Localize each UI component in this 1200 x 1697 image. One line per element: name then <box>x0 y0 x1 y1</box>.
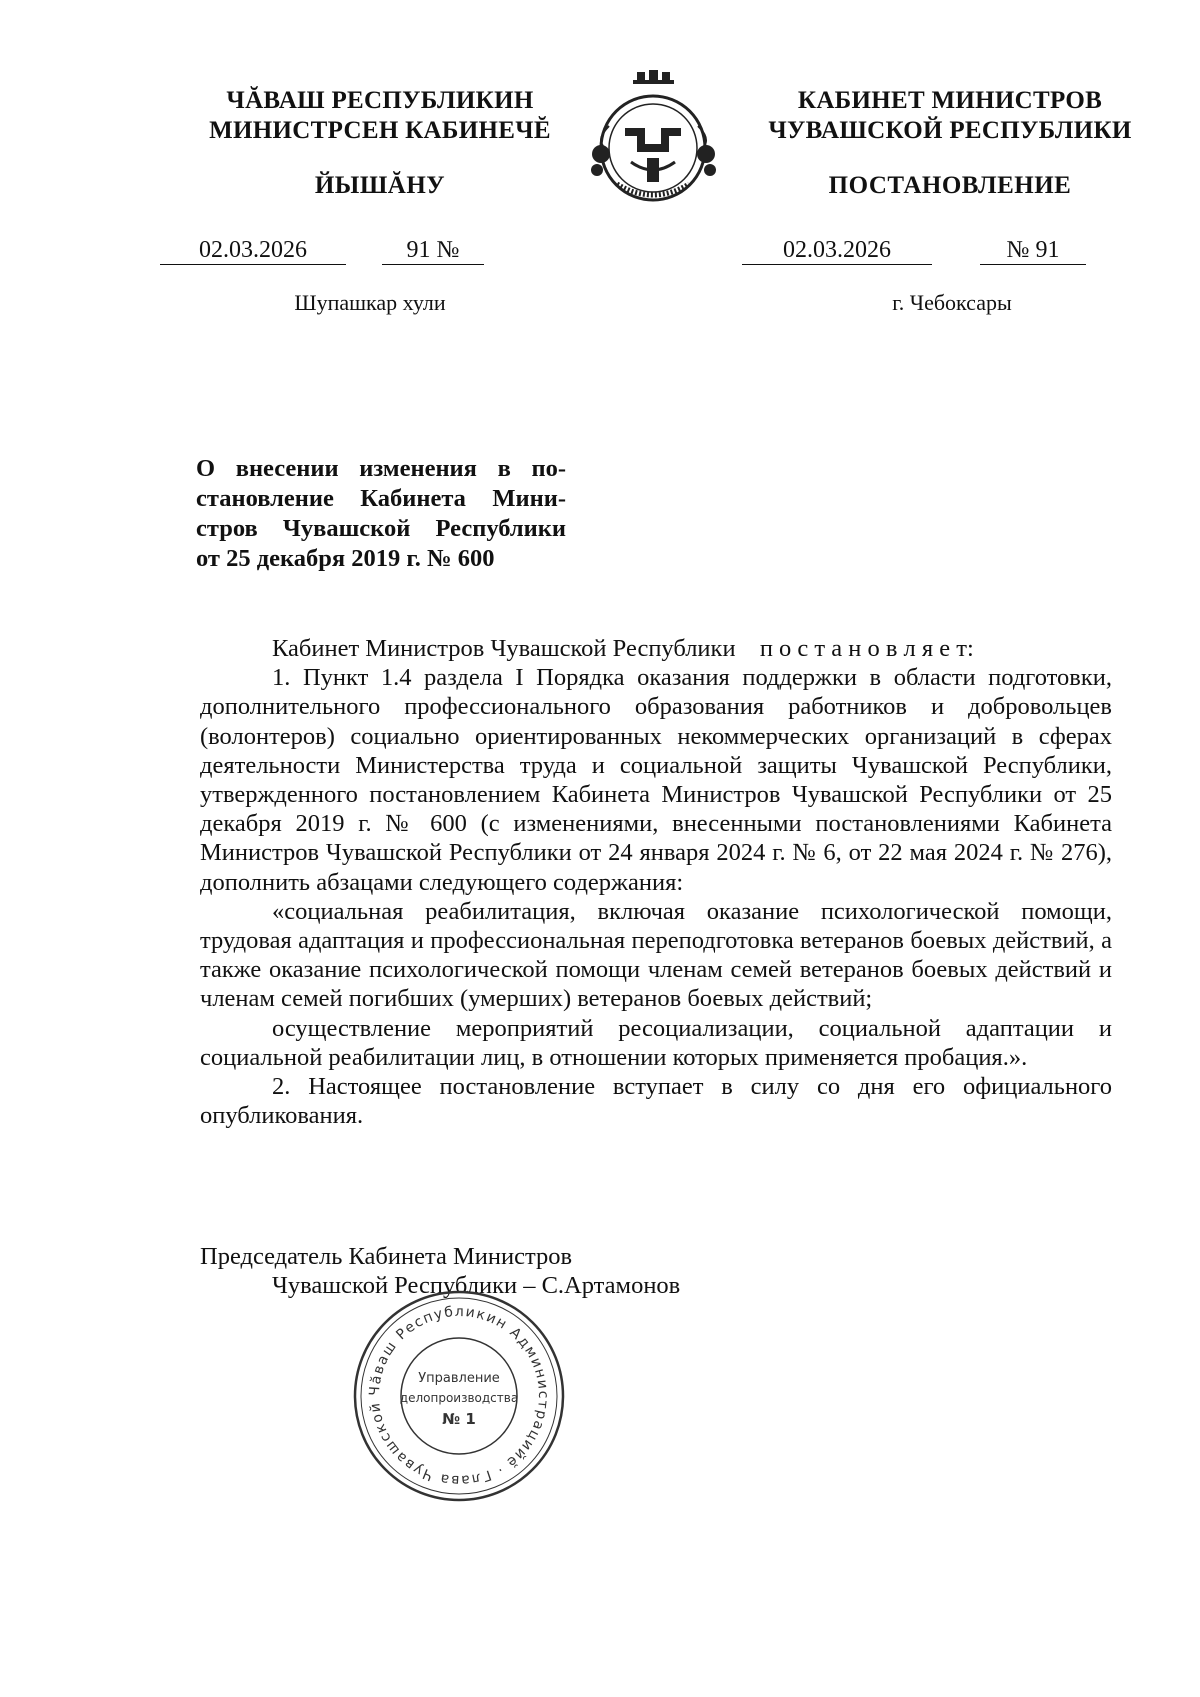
header-left-doc-type: ЙЫШĂНУ <box>314 172 446 199</box>
title-line2: становление Кабинета Мини- <box>196 485 566 512</box>
coat-of-arms-emblem <box>587 66 720 204</box>
intro-text: Кабинет Министров Чувашской Республики <box>272 635 736 662</box>
title-line3: стров Чувашской Республики <box>196 515 566 542</box>
place-chuvash: Шупашкар хули <box>294 290 446 315</box>
title-line4: от 25 декабря 2019 г. № 600 <box>196 545 495 572</box>
official-stamp <box>350 1286 568 1506</box>
signatory-name: – С.Артамонов <box>523 1272 681 1299</box>
left-date-line <box>160 236 484 265</box>
right-number: № 91 <box>980 236 1086 265</box>
intro-verb: п о с т а н о в л я е т: <box>759 635 974 662</box>
right-date: 02.03.2026 <box>742 236 932 265</box>
stamp-center-line3: № 1 <box>442 1410 476 1428</box>
stamp-ring-text: Чăваш Республикин Администрацийĕ · Глава Чувашской <box>366 1303 552 1489</box>
header-right <box>740 86 1160 146</box>
stamp-center-line2: делопроизводства <box>399 1391 519 1405</box>
left-date: 02.03.2026 <box>160 236 346 265</box>
place-russian: г. Чебоксары <box>892 290 1012 315</box>
header-right-doc-type: ПОСТАНОВЛЕНИЕ <box>828 172 1072 199</box>
header-left <box>170 86 590 146</box>
signature-title-line2: Чувашской Республики <box>272 1272 518 1299</box>
header-left-line1: ЧĂВАШ РЕСПУБЛИКИН <box>226 87 534 114</box>
stamp-center-line1: Управление <box>418 1371 500 1386</box>
left-number: 91 № <box>382 236 484 265</box>
svg-text:Чăваш Республикин Администраци <box>350 1286 551 1488</box>
body-intro <box>200 634 1112 663</box>
header-right-line1: КАБИНЕТ МИНИСТРОВ <box>797 87 1103 114</box>
title-line1: О внесении изменения в по- <box>196 455 566 482</box>
body-paragraph-2: «социальная реабилитация, включая оказание психологической помощи, трудовая адаптация и профессиональная переподготовка ветеранов боевых действий, а также оказание психологической помощи членам семей ветеранов боевых действий и членам семей погибших (умерших) ветеранов боевых действий; <box>200 897 1112 1013</box>
document-title <box>196 454 566 574</box>
signature-title-line1: Председатель Кабинета Министров <box>200 1243 573 1270</box>
document-body <box>200 634 1112 1130</box>
body-paragraph-3: осуществление мероприятий ресоциализации, социальной адаптации и социальной реабилитации лиц, в отношении которых применяется пробация.». <box>200 1014 1112 1071</box>
body-paragraph-4: 2. Настоящее постановление вступает в силу со дня его официального опубликования. <box>200 1073 1112 1130</box>
right-date-line <box>742 236 1086 265</box>
header-left-line2: МИНИСТРСЕН КАБИНЕЧĔ <box>209 117 551 144</box>
header-right-line2: ЧУВАШСКОЙ РЕСПУБЛИКИ <box>768 117 1132 144</box>
body-paragraph-1: 1. Пункт 1.4 раздела I Порядка оказания поддержки в области подготовки, дополнительного профессионального образования работников и добровольцев (волонтеров) социально ориентированных некоммерческих организаций в сферах деятельности Министерства труда и социальной защиты Чувашской Республики, утвержденного постановлением Кабинета Министров Чувашской Республики от 25 декабря 2019 г. № 600 (с изменениями, внесенными постановлениями Кабинета Министров Чувашской Республики от 24 января 2024 г. № 6, от 22 мая 2024 г. № 276), дополнить абзацами следующего содержания: <box>200 664 1112 896</box>
